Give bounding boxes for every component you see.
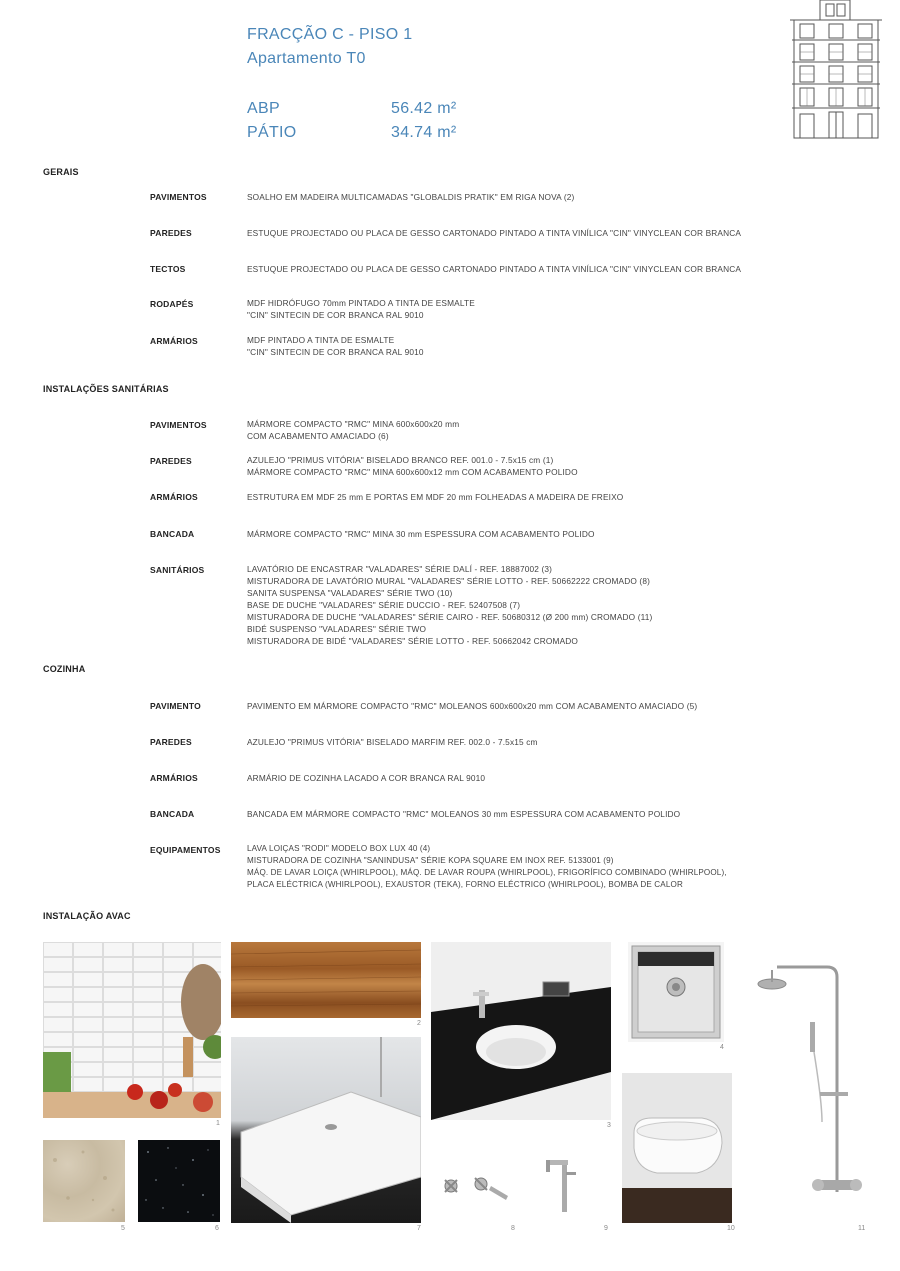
row-label: PAREDES bbox=[150, 737, 192, 747]
row-label: EQUIPAMENTOS bbox=[150, 845, 221, 855]
section-title-sanitarias: INSTALAÇÕES SANITÁRIAS bbox=[43, 384, 169, 394]
area-label-abp: ABP bbox=[247, 100, 280, 117]
photo-caption: 5 bbox=[121, 1225, 125, 1232]
photo-subway-tile bbox=[43, 942, 221, 1118]
page-subtitle: Apartamento T0 bbox=[247, 50, 366, 67]
row-value: MÁRMORE COMPACTO "RMC" MINA 30 mm ESPESSURA COM ACABAMENTO POLIDO bbox=[247, 529, 595, 539]
section-title-avac: INSTALAÇÃO AVAC bbox=[43, 911, 131, 921]
area-value-abp: 56.42 m² bbox=[391, 100, 457, 117]
area-value-patio: 34.74 m² bbox=[391, 124, 457, 141]
photo-caption: 1 bbox=[216, 1120, 220, 1127]
row-label: ARMÁRIOS bbox=[150, 336, 198, 346]
building-facade-icon bbox=[790, 0, 882, 140]
photo-caption: 8 bbox=[511, 1225, 515, 1232]
photo-caption: 6 bbox=[215, 1225, 219, 1232]
row-label: PAVIMENTOS bbox=[150, 192, 207, 202]
row-label: PAVIMENTOS bbox=[150, 420, 207, 430]
photo-wood-floor bbox=[231, 942, 421, 1018]
row-value: MÁRMORE COMPACTO "RMC" MINA 600x600x20 mm COM ACABAMENTO AMACIADO (6) bbox=[247, 419, 460, 441]
row-value: PAVIMENTO EM MÁRMORE COMPACTO "RMC" MOLEANOS 600x600x20 mm COM ACABAMENTO AMACIADO (5) bbox=[247, 701, 698, 711]
row-value: MDF PINTADO A TINTA DE ESMALTE "CIN" SINTECIN DE COR BRANCA RAL 9010 bbox=[247, 335, 424, 357]
section-title-gerais: GERAIS bbox=[43, 167, 79, 177]
row-label: TECTOS bbox=[150, 264, 186, 274]
row-value: ARMÁRIO DE COZINHA LACADO A COR BRANCA RAL 9010 bbox=[247, 773, 486, 783]
row-label: SANITÁRIOS bbox=[150, 565, 205, 575]
row-label: ARMÁRIOS bbox=[150, 773, 198, 783]
row-label: PAREDES bbox=[150, 228, 192, 238]
row-value: ESTUQUE PROJECTADO OU PLACA DE GESSO CARTONADO PINTADO A TINTA VINÍLICA "CIN" VINYCLEAN COR BRANCA bbox=[247, 228, 742, 238]
row-value: AZULEJO "PRIMUS VITÓRIA" BISELADO BRANCO REF. 001.0 - 7.5x15 cm (1) MÁRMORE COMPACTO "RMC" MINA 600x600x12 mm COM ACABAMENTO POLIDO bbox=[247, 455, 578, 477]
section-title-cozinha: COZINHA bbox=[43, 664, 86, 674]
row-value: LAVA LOIÇAS "RODI" MODELO BOX LUX 40 (4) MISTURADORA DE COZINHA "SANINDUSA" SÉRIE KOPA SQUARE EM INOX REF. 5133001 (9) MÁQ. DE LAVAR LOIÇA (WHIRLPOOL), MÁQ. DE LAVAR ROUPA (WHIRLPOOL), FRIGORÍFICO COMBINADO (WHIRLPOOL), PLACA ELÉCTRICA (WHIRLPOOL), EXAUSTOR (TEKA), FORNO ELÉCTRICO (WHIRLPOOL), BOMBA DE CALOR bbox=[247, 844, 727, 889]
row-label: BANCADA bbox=[150, 809, 195, 819]
row-value: LAVATÓRIO DE ENCASTRAR "VALADARES" SÉRIE DALÍ - REF. 18887002 (3) MISTURADORA DE LAVATÓRIO MURAL "VALADARES" SÉRIE LOTTO - REF. 50662222 CROMADO (8) SANITA SUSPENSA "VALADARES" SÉRIE TWO (10) BASE DE DUCHE "VALADARES" SÉRIE DUCCIO - REF. 52407508 (7) MISTURADORA DE DUCHE "VALADARES" SÉRIE CAIRO - REF. 50680312 (Ø 200 mm) CROMADO (11) BIDÉ SUSPENSO "VALADARES" SÉRIE TWO MISTURADORA DE BIDÉ "VALADARES" SÉRIE LOTTO - REF. 50662042 CROMADO bbox=[247, 564, 653, 646]
photo-kitchen-mixer bbox=[540, 1150, 590, 1214]
photo-caption: 11 bbox=[858, 1225, 866, 1232]
photo-wall-toilet bbox=[622, 1073, 732, 1223]
photo-caption: 2 bbox=[417, 1020, 421, 1027]
row-label: PAREDES bbox=[150, 456, 192, 466]
row-value: ESTUQUE PROJECTADO OU PLACA DE GESSO CARTONADO PINTADO A TINTA VINÍLICA "CIN" VINYCLEAN COR BRANCA bbox=[247, 264, 742, 274]
photo-caption: 9 bbox=[604, 1225, 608, 1232]
photo-caption: 3 bbox=[607, 1122, 611, 1129]
photo-basin-counter bbox=[431, 942, 611, 1120]
row-value: BANCADA EM MÁRMORE COMPACTO "RMC" MOLEANOS 30 mm ESPESSURA COM ACABAMENTO POLIDO bbox=[247, 809, 681, 819]
row-value: AZULEJO "PRIMUS VITÓRIA" BISELADO MARFIM REF. 002.0 - 7.5x15 cm bbox=[247, 737, 538, 747]
photo-shower-tray bbox=[231, 1037, 421, 1223]
photo-marble-mina bbox=[138, 1140, 220, 1222]
photo-caption: 10 bbox=[727, 1225, 735, 1232]
photo-caption: 7 bbox=[417, 1225, 421, 1232]
photo-kitchen-sink bbox=[628, 942, 724, 1042]
photo-wall-mixer bbox=[436, 1162, 516, 1212]
row-value: MDF HIDRÓFUGO 70mm PINTADO A TINTA DE ESMALTE "CIN" SINTECIN DE COR BRANCA RAL 9010 bbox=[247, 298, 475, 320]
row-label: RODAPÉS bbox=[150, 299, 194, 309]
row-label: PAVIMENTO bbox=[150, 701, 201, 711]
row-label: ARMÁRIOS bbox=[150, 492, 198, 502]
photo-shower-column bbox=[752, 962, 862, 1202]
area-label-patio: PÁTIO bbox=[247, 124, 297, 141]
page-title: FRACÇÃO C - PISO 1 bbox=[247, 26, 413, 43]
photo-marble-moleanos bbox=[43, 1140, 125, 1222]
photo-caption: 4 bbox=[720, 1044, 724, 1051]
row-value: ESTRUTURA EM MDF 25 mm E PORTAS EM MDF 20 mm FOLHEADAS A MADEIRA DE FREIXO bbox=[247, 492, 624, 502]
row-value: SOALHO EM MADEIRA MULTICAMADAS "GLOBALDIS PRATIK" EM RIGA NOVA (2) bbox=[247, 192, 575, 202]
row-label: BANCADA bbox=[150, 529, 195, 539]
